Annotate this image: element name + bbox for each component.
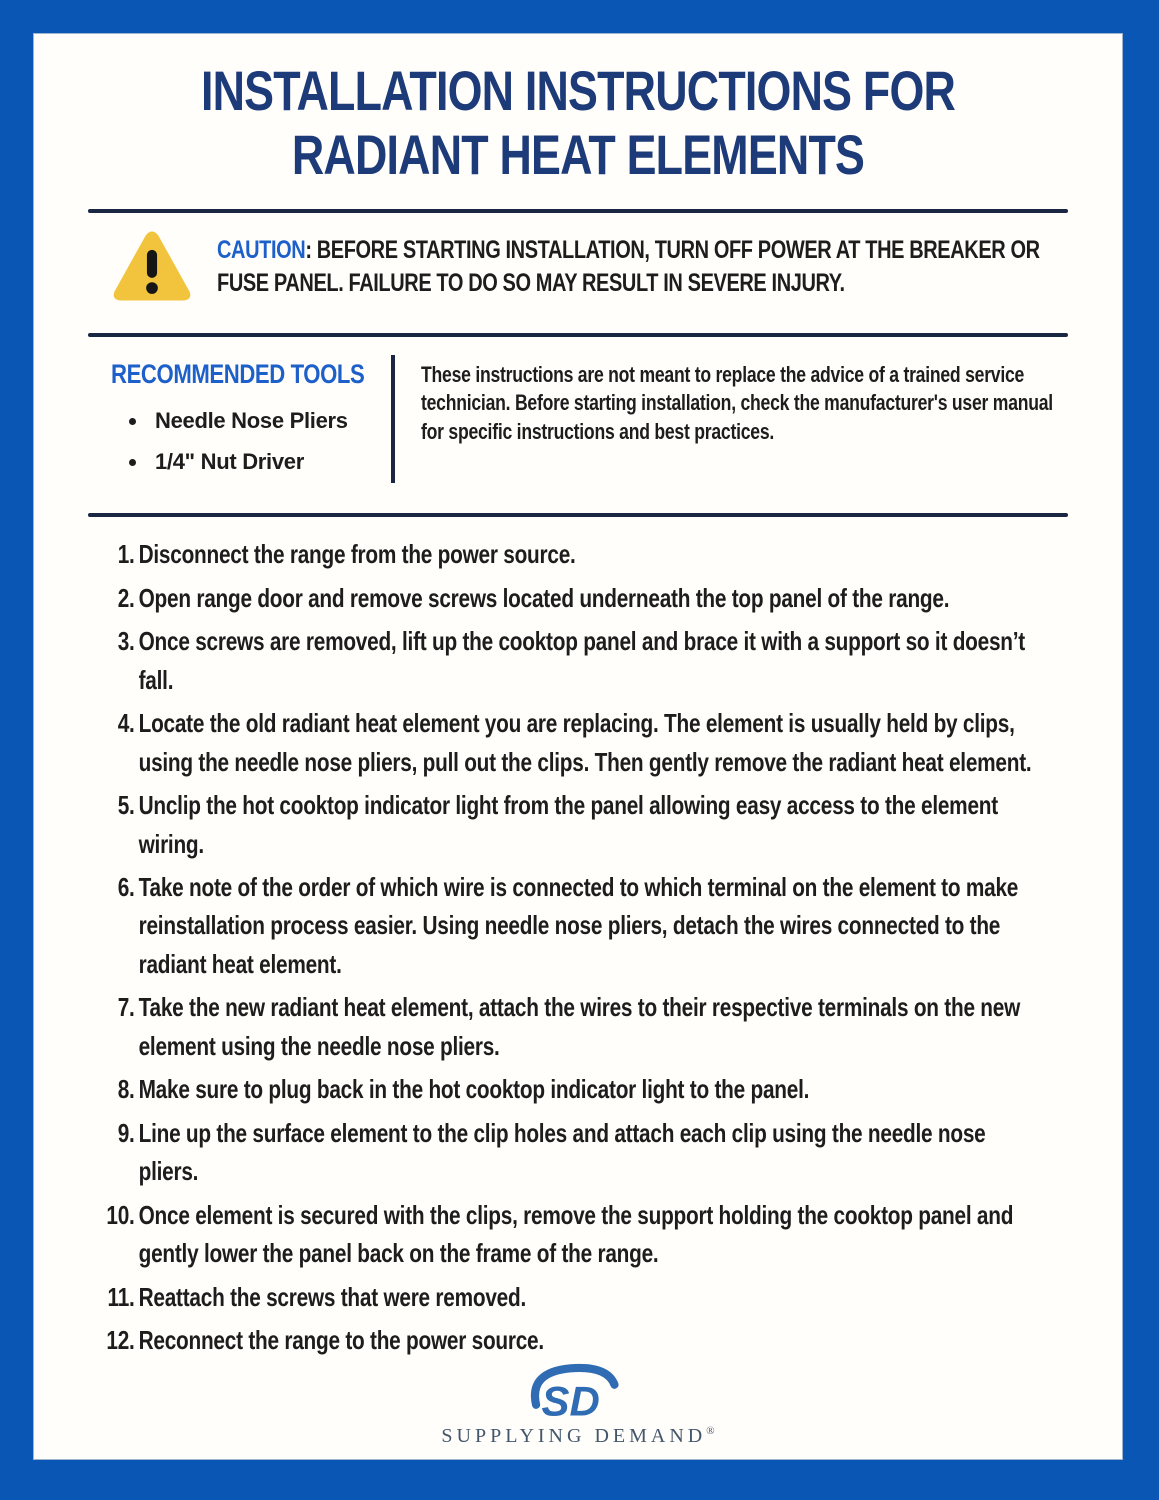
brand-name: SUPPLYING DEMAND [441, 1425, 707, 1447]
caution-text-block [217, 234, 1083, 299]
step-item [93, 535, 1123, 573]
caution-label: CAUTION [217, 236, 306, 265]
step-text: Disconnect the range from the power source. [138, 539, 576, 570]
step-text: Once screws are removed, lift up the cooktop panel and brace it with a support so it doesn’t fall. [138, 626, 1025, 695]
logo-monogram: SD [541, 1377, 600, 1423]
registered-trademark-symbol: ® [706, 1425, 715, 1437]
recommended-tools-heading: RECOMMENDED TOOLS [111, 358, 365, 389]
step-item [93, 579, 1123, 617]
step-item [93, 1278, 1123, 1316]
tools-section [33, 337, 1123, 498]
step-number: 6. [117, 872, 135, 902]
step-number: 11. [107, 1281, 135, 1312]
warning-triangle-icon [113, 229, 191, 305]
step-item [93, 988, 1123, 1065]
step-item [93, 1114, 1123, 1191]
vertical-divider [391, 355, 395, 484]
tool-item: • Needle Nose Pliers [149, 400, 381, 442]
step-text: Open range door and remove screws located underneath the top panel of the range. [138, 582, 950, 613]
instruction-steps-list [93, 535, 1123, 1359]
step-number: 12. [106, 1325, 135, 1356]
step-number: 1. [117, 539, 135, 570]
step-text: Unclip the hot cooktop indicator light from the panel allowing easy access to the element wiring. [138, 790, 998, 859]
tools-list [111, 400, 381, 484]
step-number: 5. [117, 790, 135, 821]
step-number: 3. [117, 626, 135, 657]
step-text: Reconnect the range to the power source. [138, 1325, 544, 1356]
step-item [93, 1196, 1123, 1273]
step-number: 4. [117, 708, 135, 739]
step-item [93, 704, 1123, 781]
step-number: 2. [117, 582, 135, 613]
instructions-block [33, 517, 1123, 1359]
step-number: 8. [117, 1074, 135, 1105]
step-item [93, 622, 1123, 699]
step-item [93, 1321, 1123, 1359]
footer [33, 1361, 1123, 1448]
caution-body: : BEFORE STARTING INSTALLATION, TURN OFF POWER AT THE BREAKER OR FUSE PANEL. FAILURE TO DO SO MAY RESULT IN SEVERE INJURY. [217, 236, 1040, 297]
page-title-line2: RADIANT HEAT ELEMENTS [291, 122, 865, 186]
disclaimer-block [421, 355, 1073, 484]
step-text: Take note of the order of which wire is connected to which terminal on the element to make reinstallation process easier. Using needle nose pliers, detach the wires connected to the radiant heat element. [138, 872, 1019, 979]
page-title-line1: INSTALLATION INSTRUCTIONS FOR [200, 59, 956, 122]
caution-section [33, 213, 1123, 319]
tool-item: • 1/4" Nut Driver [149, 441, 381, 483]
caution-text [217, 234, 1083, 299]
page-title [142, 59, 1014, 187]
step-text: Line up the surface element to the clip holes and attach each clip using the needle nose pliers. [138, 1117, 986, 1187]
supplying-demand-logo-icon [514, 1361, 642, 1423]
step-text: Once element is secured with the clips, remove the support holding the cooktop panel and gently lower the panel back on the frame of the range. [138, 1199, 1014, 1269]
step-item [93, 1070, 1123, 1108]
recommended-tools-column [111, 355, 381, 484]
step-number: 10. [106, 1199, 135, 1230]
step-item [93, 786, 1123, 863]
document-page [33, 33, 1123, 1460]
step-text: Make sure to plug back in the hot cooktop indicator light to the panel. [138, 1074, 810, 1105]
step-text: Reattach the screws that were removed. [138, 1281, 526, 1312]
step-number: 7. [117, 992, 135, 1023]
step-text: Locate the old radiant heat element you are replacing. The element is usually held by clips, using the needle nose pliers, pull out the clips. Then gently remove the radiant heat element. [138, 708, 1032, 777]
disclaimer-text: These instructions are not meant to replace the advice of a trained service technician. Before starting installation, check the manufacturer's user manual for specific instructions and best practices. [421, 361, 1053, 444]
step-text: Take the new radiant heat element, attach the wires to their respective terminals on the new element using the needle nose pliers. [138, 992, 1021, 1061]
logo-brand-text [441, 1425, 714, 1448]
step-item [93, 868, 1123, 983]
step-number: 9. [117, 1117, 135, 1148]
